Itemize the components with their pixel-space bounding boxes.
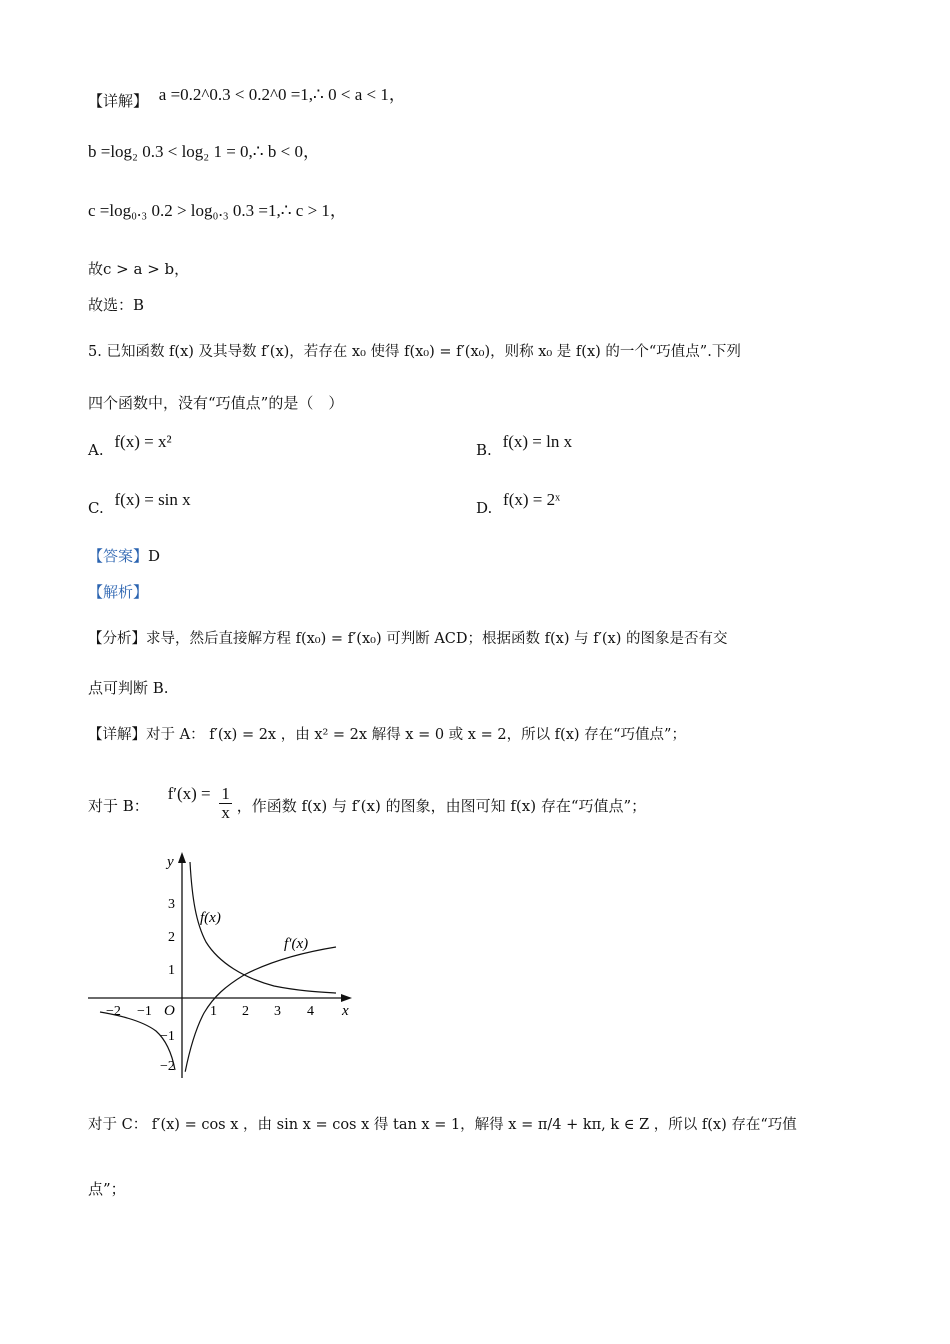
detail-line-c: c =log₀.₃ 0.2 > log₀.₃ 0.3 =1,∴ c > 1， bbox=[88, 201, 347, 220]
x-tick: −1 bbox=[137, 1004, 152, 1019]
x-tick: −2 bbox=[106, 1004, 121, 1019]
detail-line-a-text: a =0.2^0.3 < 0.2^0 =1,∴ 0 < a < 1， bbox=[158, 85, 406, 104]
y-axis-label: y bbox=[167, 854, 174, 870]
x-axis-label: x bbox=[342, 1003, 349, 1019]
detail-a: 【详解】对于 A： f′(x) = 2x ，由 x² = 2x 解得 x = 0 或 x = 2，所以 f(x) 存在“巧值点”； bbox=[88, 727, 686, 743]
detail-c-continued: 点”； bbox=[88, 1180, 126, 1198]
x-tick: 4 bbox=[307, 1004, 314, 1019]
option-d bbox=[476, 490, 561, 517]
option-c bbox=[88, 490, 191, 517]
y-tick: −2 bbox=[160, 1059, 175, 1074]
detail-conclusion: 故c > a > b， bbox=[88, 260, 190, 278]
option-a-expr: f(x) = x² bbox=[114, 432, 172, 451]
x-tick: 3 bbox=[274, 1004, 281, 1019]
y-tick: 1 bbox=[168, 963, 175, 978]
option-c-letter: C. bbox=[88, 499, 104, 517]
detail-b-prefix: 对于 B： bbox=[88, 797, 149, 815]
option-d-letter: D. bbox=[476, 499, 493, 517]
question5-stem-line2: 四个函数中，没有“巧值点”的是（ ） bbox=[88, 394, 344, 412]
option-b-expr: f(x) = ln x bbox=[502, 432, 573, 451]
y-tick: −1 bbox=[160, 1029, 175, 1044]
y-axis-arrow-icon bbox=[178, 852, 186, 863]
analysis-line2: 点可判断 B. bbox=[88, 679, 169, 697]
analysis-label: 【解析】 bbox=[88, 583, 149, 601]
option-a-letter: A. bbox=[88, 441, 104, 459]
curve-f-label: f(x) bbox=[200, 910, 221, 926]
y-tick: 2 bbox=[168, 930, 175, 945]
detail-line-b: b =log₂ 0.3 < log₂ 1 = 0,∴ b < 0， bbox=[88, 142, 320, 161]
detail-b: 对于 B： f′(x) = $\frac{1}{x}$ ，作函数 f(x) 与 f′(x) 的图象，由图可知 f(x) 存在“巧值点”； bbox=[88, 784, 647, 822]
answer-label: 【答案】 bbox=[88, 547, 149, 565]
detail-c: 对于 C： f′(x) = cos x ，由 sin x = cos x 得 tan x = 1，解得 x = π/4 + kπ, k ∈ Z ，所以 f(x) 存在“巧值 bbox=[88, 1117, 797, 1133]
curve-reciprocal-positive bbox=[190, 862, 336, 993]
x-axis-arrow-icon bbox=[341, 994, 352, 1002]
origin-label: O bbox=[164, 1003, 175, 1019]
option-d-expr: f(x) = 2ˣ bbox=[503, 490, 561, 509]
option-c-expr: f(x) = sin x bbox=[114, 490, 191, 509]
option-b-letter: B. bbox=[476, 441, 492, 459]
x-tick: 2 bbox=[242, 1004, 249, 1019]
detail-b-numerator: 1 bbox=[221, 784, 230, 803]
option-b bbox=[476, 432, 573, 459]
option-a bbox=[88, 432, 172, 459]
analysis-line1: 【分析】求导，然后直接解方程 f(x₀) = f′(x₀) 可判断 ACD；根据函数 f(x) 与 f′(x) 的图象是否有交 bbox=[88, 631, 728, 647]
question5-stem-line1: 5. 已知函数 f(x) 及其导数 f′(x)，若存在 x₀ 使得 f(x₀) = f′(x₀)，则称 x₀ 是 f(x) 的一个“巧值点”.下列 bbox=[88, 344, 741, 360]
detail-b-fraction bbox=[219, 785, 232, 822]
detail-b-suffix: ，作函数 f(x) 与 f′(x) 的图象，由图可知 f(x) 存在“巧值点”； bbox=[236, 797, 647, 815]
answer-value: D bbox=[148, 547, 161, 565]
curve-fp-label: f′(x) bbox=[284, 936, 309, 952]
y-tick: 3 bbox=[168, 897, 175, 912]
detail-choice: 故选：B bbox=[88, 296, 145, 314]
answer-line bbox=[88, 545, 160, 567]
detail-line-a bbox=[88, 84, 406, 110]
detail-b-denominator: x bbox=[221, 803, 230, 822]
function-graph bbox=[84, 848, 364, 1088]
detail-label: 【详解】 bbox=[88, 92, 149, 110]
x-tick: 1 bbox=[210, 1004, 217, 1019]
